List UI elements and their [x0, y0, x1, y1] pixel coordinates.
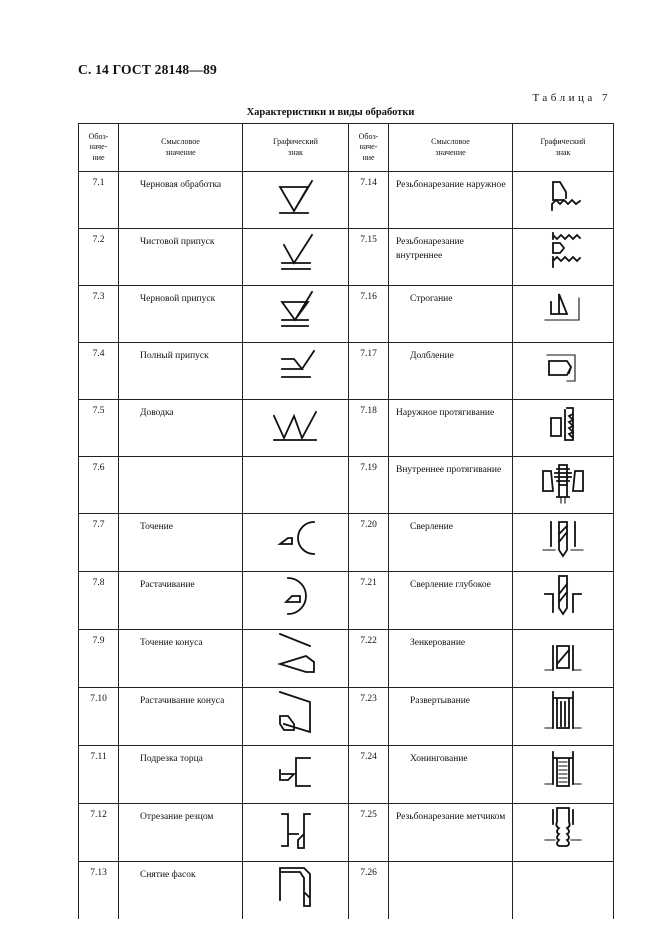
meaning-cell: Наружное протягивание	[389, 400, 513, 457]
table-row	[79, 400, 614, 457]
meaning-cell: Внутреннее протягивание	[389, 457, 513, 514]
code-cell: 7.10	[79, 688, 119, 746]
empty-symbol-cell	[243, 457, 349, 514]
table-row	[79, 229, 614, 286]
chamfering-icon	[243, 862, 349, 920]
table-row	[79, 286, 614, 343]
table-header-row	[79, 124, 614, 172]
meaning-cell: Резьбонарезание метчиком	[389, 804, 513, 862]
code-cell: 7.25	[349, 804, 389, 862]
code-cell: 7.20	[349, 514, 389, 572]
code-cell: 7.1	[79, 172, 119, 229]
meaning-cell: Полный припуск	[119, 343, 243, 400]
meaning-cell: Черновая обработка	[119, 172, 243, 229]
table-row	[79, 343, 614, 400]
table-row	[79, 688, 614, 746]
meaning-cell: Снятие фасок	[119, 862, 243, 920]
table-row	[79, 630, 614, 688]
code-cell: 7.24	[349, 746, 389, 804]
meaning-cell: Резьбонарезание наружное	[389, 172, 513, 229]
code-cell: 7.17	[349, 343, 389, 400]
parting-off-icon	[243, 804, 349, 862]
internal-broaching-icon	[513, 457, 614, 514]
meaning-cell: Отрезание резцом	[119, 804, 243, 862]
meaning-cell	[389, 862, 513, 920]
table-title: Характеристики и виды обработки	[246, 107, 415, 118]
col-meaning-header: Смысловое значение	[119, 124, 243, 172]
meaning-cell: Растачивание конуса	[119, 688, 243, 746]
external-broaching-icon	[513, 400, 614, 457]
table-row	[79, 457, 614, 514]
code-cell: 7.2	[79, 229, 119, 286]
page-header: С. 14 ГОСТ 28148—89	[78, 62, 217, 77]
meaning-cell: Точение	[119, 514, 243, 572]
meaning-cell: Хонингование	[389, 746, 513, 804]
table-row	[79, 172, 614, 229]
code-cell: 7.15	[349, 229, 389, 286]
code-cell: 7.14	[349, 172, 389, 229]
code-cell: 7.23	[349, 688, 389, 746]
table-row	[79, 804, 614, 862]
facing-icon	[243, 746, 349, 804]
code-cell: 7.8	[79, 572, 119, 630]
code-cell: 7.18	[349, 400, 389, 457]
meaning-cell: Резьбонарезание внутреннее	[389, 229, 513, 286]
drilling-icon	[513, 514, 614, 572]
code-cell: 7.16	[349, 286, 389, 343]
meaning-cell: Зенкерование	[389, 630, 513, 688]
taper-boring-icon	[243, 688, 349, 746]
meaning-cell: Чистовой припуск	[119, 229, 243, 286]
col-meaning-header: Смысловое значение	[389, 124, 513, 172]
col-code-header: Обоз- наче- ние	[349, 124, 389, 172]
meaning-cell: Подрезка торца	[119, 746, 243, 804]
code-cell: 7.6	[79, 457, 119, 514]
code-cell: 7.13	[79, 862, 119, 920]
countersinking-icon	[513, 630, 614, 688]
table-row	[79, 746, 614, 804]
rough-allowance-icon	[243, 286, 349, 343]
deep-drilling-icon	[513, 572, 614, 630]
reaming-icon	[513, 688, 614, 746]
external-threading-icon	[513, 172, 614, 229]
col-sign-header: Графический знак	[243, 124, 349, 172]
meaning-cell: Развертывание	[389, 688, 513, 746]
planing-icon	[513, 286, 614, 343]
processing-table	[78, 123, 614, 919]
code-cell: 7.21	[349, 572, 389, 630]
col-sign-header: Графический знак	[513, 124, 614, 172]
table-row	[79, 514, 614, 572]
code-cell: 7.4	[79, 343, 119, 400]
honing-icon	[513, 746, 614, 804]
meaning-cell: Сверление	[389, 514, 513, 572]
meaning-cell: Долбление	[389, 343, 513, 400]
meaning-cell: Доводка	[119, 400, 243, 457]
meaning-cell: Черновой припуск	[119, 286, 243, 343]
code-cell: 7.19	[349, 457, 389, 514]
meaning-cell: Сверление глубокое	[389, 572, 513, 630]
col-code-header: Обоз- наче- ние	[79, 124, 119, 172]
table-row	[79, 572, 614, 630]
full-allowance-icon	[243, 343, 349, 400]
internal-threading-icon	[513, 229, 614, 286]
meaning-cell: Точение конуса	[119, 630, 243, 688]
code-cell: 7.12	[79, 804, 119, 862]
turning-icon	[243, 514, 349, 572]
lapping-icon	[243, 400, 349, 457]
finish-allowance-icon	[243, 229, 349, 286]
code-cell: 7.7	[79, 514, 119, 572]
code-cell: 7.26	[349, 862, 389, 920]
slotting-icon	[513, 343, 614, 400]
meaning-cell: Растачивание	[119, 572, 243, 630]
taper-turning-icon	[243, 630, 349, 688]
table-row	[79, 862, 614, 920]
code-cell: 7.3	[79, 286, 119, 343]
meaning-cell: Строгание	[389, 286, 513, 343]
rough-machining-icon	[243, 172, 349, 229]
code-cell: 7.22	[349, 630, 389, 688]
code-cell: 7.5	[79, 400, 119, 457]
boring-icon	[243, 572, 349, 630]
empty-symbol-cell	[513, 862, 614, 920]
table-number: Таблица 7	[532, 92, 611, 104]
code-cell: 7.9	[79, 630, 119, 688]
tapping-icon	[513, 804, 614, 862]
meaning-cell	[119, 457, 243, 514]
code-cell: 7.11	[79, 746, 119, 804]
